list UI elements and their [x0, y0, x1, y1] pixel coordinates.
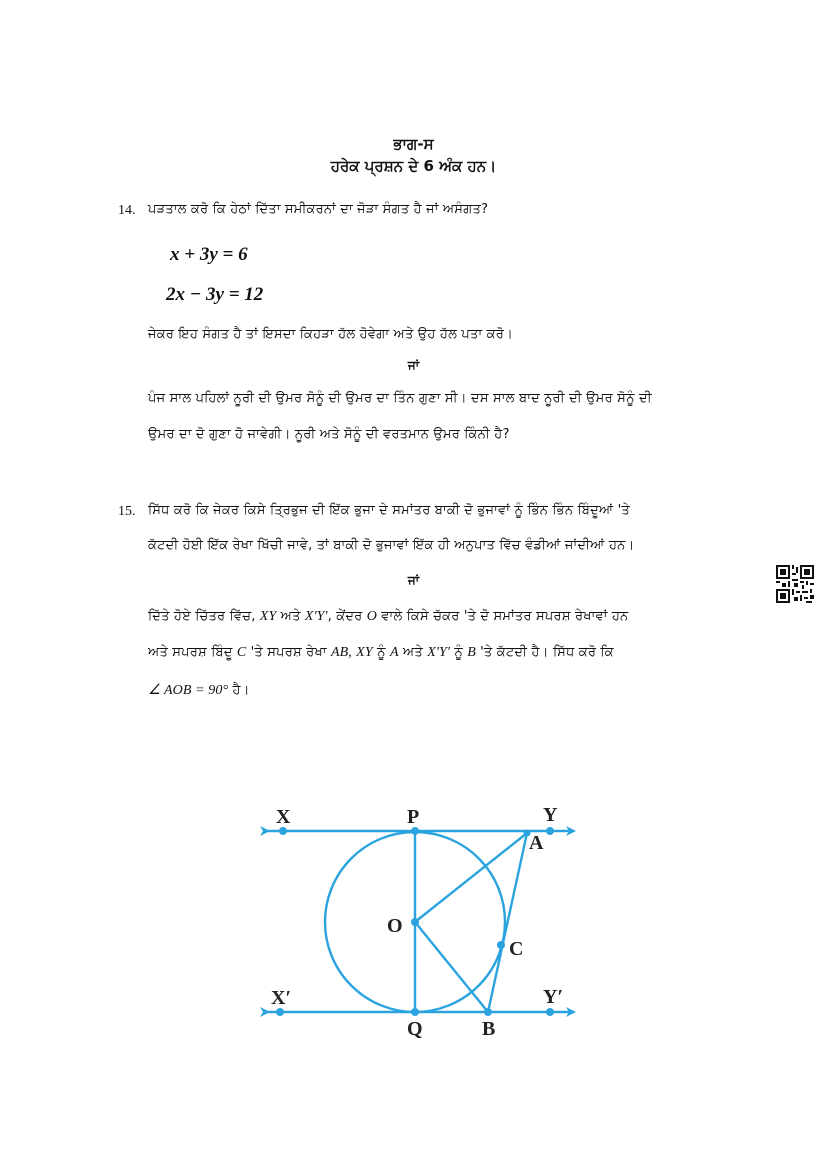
text: ਨੂੰ — [449, 645, 468, 660]
point-x-prime — [276, 1008, 284, 1016]
question-14-alternative-line-2: ਉਮਰ ਦਾ ਦੋ ਗੁਣਾ ਹੋ ਜਾਵੇਗੀ। ਨੂਰੀ ਅਤੇ ਸੋਨੂੰ ਦੀ ਵਰਤਮਾਨ ਉਮਰ ਕਿੰਨੀ ਹੈ? — [148, 427, 510, 442]
question-14-number: 14. — [118, 203, 136, 218]
point-y-prime — [546, 1008, 554, 1016]
label-o: O — [387, 915, 403, 937]
question-15-number: 15. — [118, 504, 136, 519]
math-o: O — [366, 609, 377, 624]
question-15-alternative-line-1 — [148, 609, 628, 625]
text: ਅਤੇ ਸਪਰਸ਼ ਬਿੰਦੂ — [148, 645, 237, 660]
section-title: ਭਾਗ-ਸ — [393, 135, 434, 153]
point-x — [279, 827, 287, 835]
equation-2: 2x − 3y = 12 — [166, 284, 264, 305]
question-15-line-2: ਕੱਟਦੀ ਹੋਈ ਇੱਕ ਰੇਖਾ ਖਿੱਚੀ ਜਾਵੇ, ਤਾਂ ਬਾਕੀ ਦੋ ਭੁਜਾਵਾਂ ਇੱਕ ਹੀ ਅਨੁਪਾਤ ਵਿੱਚ ਵੰਡੀਆਂ ਜਾਂਦੀਆਂ ਹਨ। — [148, 538, 635, 553]
label-b: B — [482, 1018, 496, 1040]
math-ab: AB, — [330, 645, 352, 660]
label-x: X — [276, 806, 291, 828]
text: ਨੂੰ — [372, 645, 390, 660]
question-15-or: ਜਾਂ — [407, 573, 420, 587]
math-xy: XY — [356, 645, 373, 660]
point-p — [411, 827, 419, 835]
math-a: A — [389, 645, 399, 660]
label-x-prime: X′ — [271, 987, 292, 1009]
question-15-line-1: ਸਿੱਧ ਕਰੋ ਕਿ ਜੇਕਰ ਕਿਸੇ ਤ੍ਰਿਭੁਜ ਦੀ ਇੱਕ ਭੁਜਾ ਦੇ ਸਮਾਂਤਰ ਬਾਕੀ ਦੋ ਭੁਜਾਵਾਂ ਨੂੰ ਭਿੰਨ ਭਿੰਨ ਬਿੰਦੂਆਂ 'ਤੇ — [148, 503, 630, 518]
question-14-or: ਜਾਂ — [407, 358, 420, 372]
question-14-follow-up: ਜੇਕਰ ਇਹ ਸੰਗਤ ਹੈ ਤਾਂ ਇਸਦਾ ਕਿਹੜਾ ਹੱਲ ਹੋਵੇਗਾ ਅਤੇ ਉਹ ਹੱਲ ਪਤਾ ਕਰੋ। — [148, 327, 513, 342]
qr-code-icon — [776, 565, 814, 603]
point-q — [411, 1008, 419, 1016]
math-b: B — [467, 645, 476, 660]
label-y: Y — [543, 805, 558, 826]
text: , ਕੇਂਦਰ — [327, 609, 367, 624]
text: 'ਤੇ ਸਪਰਸ਼ ਰੇਖਾ — [246, 645, 331, 660]
text: ਵਾਲੇ ਕਿਸੇ ਚੱਕਰ 'ਤੇ ਦੋ ਸਮਾਂਤਰ ਸਪਰਸ਼ ਰੇਖਾਵਾਂ ਹਨ — [376, 609, 629, 624]
question-15-alternative-line-3 — [148, 682, 250, 699]
math-xy: XY — [259, 609, 277, 624]
question-14-prompt: ਪੜਤਾਲ ਕਰੋ ਕਿ ਹੇਠਾਂ ਦਿੱਤਾ ਸਮੀਕਰਨਾਂ ਦਾ ਜੋੜਾ ਸੰਗਤ ਹੈ ਜਾਂ ਅਸੰਗਤ? — [148, 202, 489, 217]
text: ਦਿੱਤੇ ਹੋਏ ਚਿੱਤਰ ਵਿੱਚ, — [148, 609, 260, 624]
point-c — [497, 941, 505, 949]
point-y — [546, 827, 554, 835]
segment-ob — [415, 922, 488, 1012]
label-q: Q — [407, 1018, 423, 1040]
question-15-alternative-line-2 — [148, 645, 614, 661]
text: 'ਤੇ ਕੱਟਦੀ ਹੈ। ਸਿੱਧ ਕਰੋ ਕਿ — [475, 645, 614, 660]
math-xy-prime: X'Y' — [427, 645, 450, 660]
point-o — [411, 918, 419, 926]
label-y-prime: Y′ — [543, 986, 564, 1008]
geometry-figure — [253, 805, 583, 1040]
equation-1: x + 3y = 6 — [170, 244, 248, 265]
label-a: A — [529, 832, 544, 854]
text: ਅਤੇ — [276, 609, 305, 624]
math-xy-prime: X'Y' — [304, 609, 328, 624]
question-14-alternative-line-1: ਪੰਜ ਸਾਲ ਪਹਿਲਾਂ ਨੂਰੀ ਦੀ ਉਮਰ ਸੋਨੂੰ ਦੀ ਉਮਰ ਦਾ ਤਿੰਨ ਗੁਣਾ ਸੀ। ਦਸ ਸਾਲ ਬਾਦ ਨੂਰੀ ਦੀ ਉਮਰ ਸੋਨੂੰ ਦੀ — [148, 391, 652, 406]
math-c: C — [236, 645, 247, 660]
math-angle-aob: ∠ AOB = 90° — [148, 683, 229, 698]
text: ਹੈ। — [228, 683, 250, 698]
label-p: P — [407, 806, 420, 828]
point-b — [484, 1008, 492, 1016]
label-c: C — [509, 938, 524, 960]
text: ਅਤੇ — [398, 645, 428, 660]
marks-note: ਹਰੇਕ ਪ੍ਰਸ਼ਨ ਦੇ 6 ਅੰਕ ਹਨ। — [330, 157, 497, 175]
